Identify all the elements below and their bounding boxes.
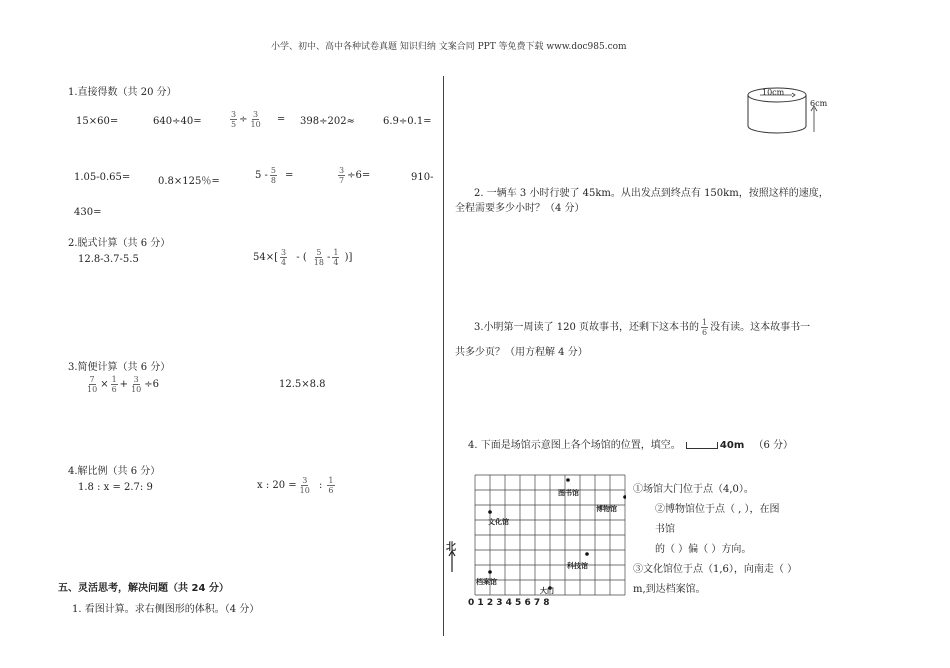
s1-r1-b: 640÷40= [153, 116, 202, 127]
label-library: 图书馆 [558, 489, 579, 497]
section-2-title: 2.脱式计算（共 6 分） [68, 238, 171, 249]
cylinder-drawing [744, 84, 834, 140]
label-gate: 大门 [540, 587, 554, 595]
museum-dot [623, 495, 626, 499]
q4-line-4: 的（ ）偏（ ）方向。 [655, 544, 752, 555]
q4-line-3: 书馆 [655, 524, 675, 535]
label-culture-hall: 文化馆 [488, 518, 509, 526]
fraction: $\frac{1}{6}$ [702, 318, 708, 337]
s1-r2-d: $\frac{3}{7}$ ÷6= [339, 166, 371, 185]
s1-r2-c: 5 - $\frac{5}{8}$ = [255, 166, 294, 185]
q4-line-6: m,到达档案馆。 [633, 584, 706, 595]
fraction: $\frac{3}{7}$ [339, 166, 345, 185]
q4-intro: 4. 下面是场馆示意图上各个场馆的位置，填空。 40m （6 分） [468, 440, 793, 451]
s3-a: $\frac{7}{10}$ × $\frac{1}{6}$ + $\frac{3}{10}$ ÷6 [87, 375, 159, 394]
q4-line-1: ①场馆大门位于点（4,0）。 [633, 484, 754, 495]
label-museum: 博物馆 [596, 505, 617, 513]
axis-labels: 0 1 2 3 4 5 6 7 8 [468, 598, 550, 608]
s3-b: 12.5×8.8 [279, 379, 326, 390]
fraction: $\frac{1}{6}$ [111, 375, 117, 394]
label-archive: 档案馆 [476, 578, 497, 586]
s1-r1-e: 6.9÷0.1= [383, 116, 432, 127]
science-hall-dot [585, 552, 589, 556]
fraction: $\frac{3}{10}$ [299, 476, 310, 495]
venue-map [474, 474, 626, 596]
s1-r3: 430= [74, 207, 102, 218]
fraction: $\frac{5}{18}$ [313, 248, 324, 267]
library-dot [566, 478, 570, 482]
section-3-title: 3.简便计算（共 6 分） [68, 362, 171, 373]
section-1-title: 1.直接得数（共 20 分） [68, 87, 177, 98]
column-divider [443, 76, 444, 636]
q2-line2: 全程需要多少小时？（4 分） [455, 203, 585, 214]
north-arrow-icon [447, 550, 457, 575]
s1-r1-c: $\frac{3}{5}$ ÷ $\frac{3}{10}$ = [231, 110, 286, 129]
s2-b: 54×[ $\frac{3}{4}$ - ( $\frac{5}{18}$ - $\frac{1}{4}$ )] [253, 248, 353, 267]
fraction: $\frac{3}{4}$ [281, 248, 287, 267]
page-header: 小学、初中、高中各种试卷真题 知识归纳 文案合同 PPT 等免费下载 www.doc985.com [271, 42, 627, 52]
s2-a: 12.8-3.7-5.5 [78, 254, 139, 265]
s1-r2-a: 1.05-0.65= [74, 172, 131, 183]
fraction: $\frac{3}{5}$ [231, 110, 237, 129]
cylinder-side-label: 6cm [810, 99, 828, 108]
fraction: $\frac{7}{10}$ [87, 375, 98, 394]
q2-line1: 2. 一辆车 3 小时行驶了 45km。从出发点到终点有 150km，按照这样的速度， [474, 188, 829, 199]
s1-r2-e: 910- [411, 172, 434, 183]
archive-dot [488, 570, 492, 574]
q3-line2: 共多少页？（用方程解 4 分） [455, 347, 588, 358]
north-label: 北 [446, 542, 456, 553]
section-5-title: 五、灵活思考，解决问题（共 24 分） [58, 583, 229, 594]
label-science-hall: 科技馆 [567, 562, 588, 570]
fraction: $\frac{3}{10}$ [131, 375, 142, 394]
cylinder-top-label: 10cm [762, 88, 785, 97]
fraction: $\frac{1}{4}$ [333, 248, 339, 267]
cylinder-figure [744, 84, 834, 140]
culture-hall-dot [488, 510, 492, 514]
fraction: $\frac{1}{6}$ [328, 476, 334, 495]
s1-r1-a: 15×60= [76, 116, 119, 127]
q4-line-5: ③文化馆位于点（1,6），向南走（ ） [633, 564, 798, 575]
scale-bar-icon [686, 442, 718, 449]
s4-a: 1.8 : x = 2.7: 9 [78, 482, 153, 493]
s1-r1-d: 398÷202≈ [300, 116, 355, 127]
fraction: $\frac{5}{8}$ [270, 166, 277, 185]
fraction: $\frac{3}{10}$ [250, 110, 261, 129]
section-4-title: 4.解比例（共 6 分） [68, 466, 161, 477]
s5-q1: 1. 看图计算。求右侧图形的体积。（4 分） [72, 604, 260, 615]
s4-b: x : 20 = $\frac{3}{10}$ : $\frac{1}{6}$ [257, 476, 334, 495]
q3-line1: 3.小明第一周读了 120 页故事书，还剩下这本书的 $\frac{1}{6}$ 没有读。这本故事书一 [474, 318, 811, 337]
q4-line-2: ②博物馆位于点（ , ），在图 [655, 504, 780, 515]
s1-r2-b: 0.8×125％= [158, 176, 220, 187]
